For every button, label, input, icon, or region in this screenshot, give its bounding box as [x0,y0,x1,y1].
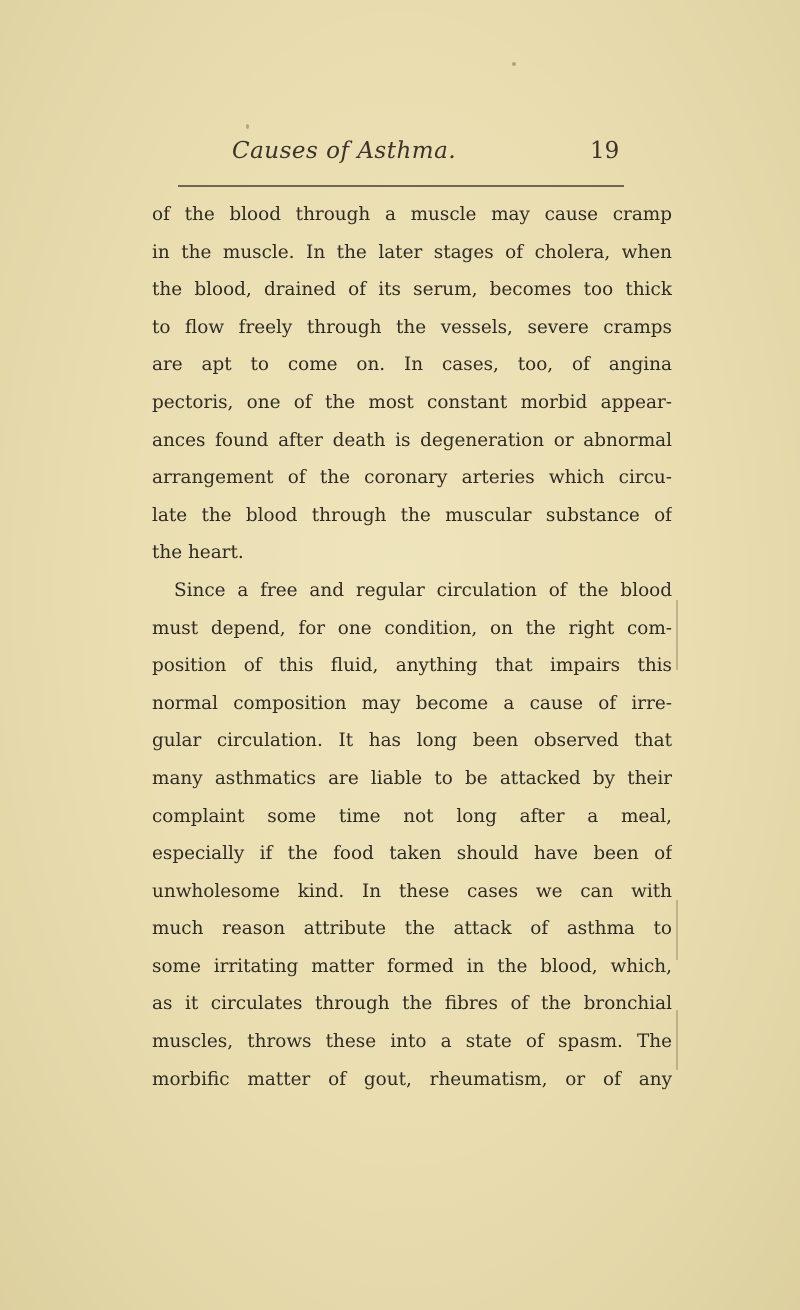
margin-pencil-mark [676,600,678,670]
text-line: pectoris, one of the most constant morbid appear- [152,391,672,413]
text-line: unwholesome kind. In these cases we can with [152,880,672,902]
running-head-title: Causes of Asthma. [232,138,457,164]
text-line: the blood, drained of its serum, becomes too thick [152,279,672,301]
text-line: much reason attribute the attack of asthma to [152,918,672,940]
text-line: to flow freely through the vessels, severe cramps [152,316,672,338]
margin-pencil-mark [676,900,678,960]
text-line: the heart. [152,542,244,564]
header-rule [178,185,624,187]
text-line: arrangement of the coronary arteries which circu- [152,467,672,489]
running-head [0,138,800,178]
text-line: many asthmatics are liable to be attacked by their [152,767,672,789]
text-line: especially if the food taken should have been of [152,843,672,865]
text-line: position of this fluid, anything that impairs this [152,655,672,677]
margin-pencil-mark [676,1010,678,1070]
text-line: of the blood through a muscle may cause cramp [152,204,672,225]
text-line: complaint some time not long after a meal, [152,805,672,827]
page-number: 19 [590,138,620,164]
text-line: as it circulates through the fibres of the bronchial [152,993,672,1015]
text-line: muscles, throws these into a state of spasm. The [152,1031,672,1053]
paragraph-first-line: Since a free and regular circulation of the blood [174,579,672,601]
ink-speck [512,62,516,66]
body-text [152,196,672,1098]
text-line: gular circulation. It has long been observed that [152,730,672,752]
text-line: must depend, for one condition, on the right com- [152,617,672,639]
ink-speck [246,124,249,129]
text-line: in the muscle. In the later stages of cholera, when [152,241,672,263]
text-line: late the blood through the muscular substance of [152,504,672,526]
text-line: are apt to come on. In cases, too, of angina [152,354,672,376]
text-line: normal composition may become a cause of irre- [152,692,672,714]
text-line: some irritating matter formed in the blood, which, [152,955,672,977]
text-line: morbific matter of gout, rheumatism, or of any [152,1068,672,1090]
text-line: ances found after death is degeneration or abnormal [152,429,672,451]
